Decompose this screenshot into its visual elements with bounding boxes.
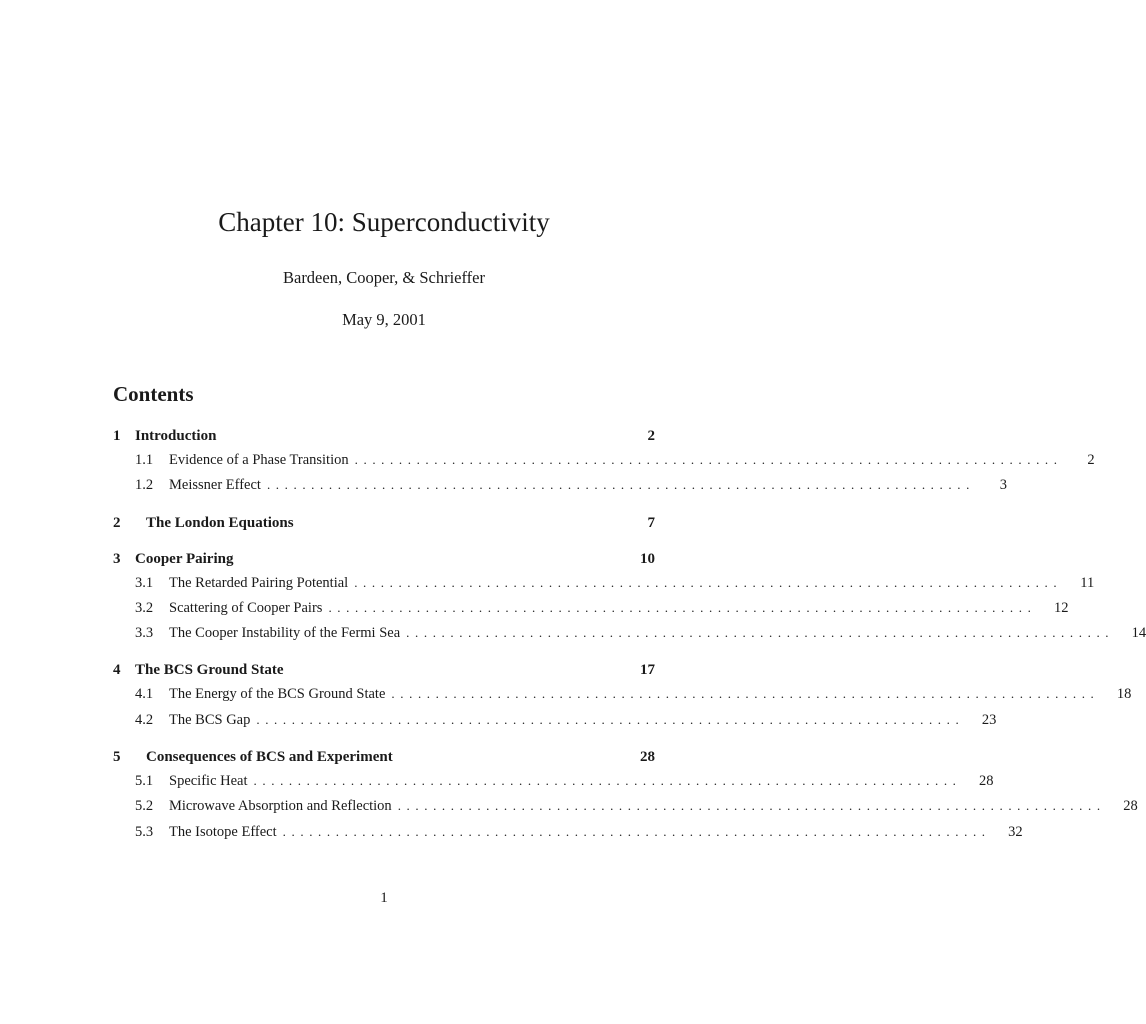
subsection-title: The Isotope Effect: [169, 823, 277, 840]
section-page: 10: [640, 550, 655, 567]
subsection-number: 4.1: [135, 686, 154, 703]
section-number: 1: [113, 428, 121, 444]
dot-leader: ................................................................................: [354, 452, 1063, 467]
section-number: 4: [113, 662, 121, 679]
section-number: 5: [113, 749, 121, 766]
toc-section: [113, 548, 1146, 646]
section-title: The London Equations: [146, 514, 294, 531]
toc-section: [113, 512, 655, 534]
dot-leader: ................................................................................: [282, 823, 991, 839]
section-number: 2: [113, 514, 121, 531]
subsection-title: The Retarded Pairing Potential: [169, 574, 349, 591]
subsection-page: 14: [1131, 625, 1146, 642]
subsection-number: 5.1: [135, 773, 154, 790]
toc-subsection-entry[interactable]: [113, 681, 1132, 706]
toc-subsection-entry[interactable]: [113, 707, 997, 732]
subsection-page: 2: [1087, 452, 1095, 468]
document-title: Chapter 10: Superconductivity: [218, 207, 550, 237]
toc-subsection-entry[interactable]: [113, 595, 1069, 620]
section-page: 7: [647, 514, 655, 531]
section-title: Consequences of BCS and Experiment: [146, 749, 393, 766]
table-of-contents: [113, 425, 1146, 858]
subsection-number: 4.2: [135, 711, 154, 728]
subsection-title: Specific Heat: [169, 773, 248, 790]
subsection-number: 3.2: [135, 599, 154, 616]
subsection-title: The Energy of the BCS Ground State: [169, 686, 386, 703]
dot-leader: ................................................................................: [253, 773, 962, 789]
subsection-number: 3.1: [135, 574, 154, 591]
toc-subsection-entry[interactable]: [113, 819, 1023, 844]
toc-section-entry[interactable]: [113, 746, 655, 768]
dot-leader: ................................................................................: [391, 686, 1100, 702]
subsection-title: The BCS Gap: [169, 711, 251, 728]
toc-section-entry[interactable]: [113, 512, 655, 534]
subsection-title: The Cooper Instability of the Fermi Sea: [169, 625, 401, 642]
subsection-page: 28: [1123, 798, 1138, 815]
dot-leader: ................................................................................: [397, 798, 1106, 814]
subsection-title: Evidence of a Phase Transition: [169, 452, 349, 468]
toc-subsection-entry[interactable]: [113, 447, 1095, 472]
section-number: 3: [113, 550, 121, 567]
subsection-page: 18: [1116, 686, 1132, 703]
toc-subsection-entry[interactable]: [113, 793, 1138, 818]
dot-leader: ................................................................................: [256, 711, 965, 727]
dot-leader: ................................................................................: [266, 477, 975, 493]
dot-leader: ................................................................................: [328, 599, 1037, 615]
section-title: Cooper Pairing: [135, 550, 234, 567]
toc-section-entry[interactable]: [113, 548, 655, 570]
section-page: 28: [640, 749, 655, 766]
subsection-page: 3: [999, 477, 1007, 494]
document-date: May 9, 2001: [342, 310, 426, 329]
document-authors: Bardeen, Cooper, & Schrieffer: [282, 268, 485, 287]
subsection-number: 5.2: [135, 798, 154, 815]
section-title: Introduction: [135, 428, 217, 444]
page-number: 1: [380, 890, 388, 906]
toc-subsection-entry[interactable]: [113, 472, 1007, 497]
subsection-page: 12: [1053, 599, 1069, 616]
toc-subsection-entry[interactable]: [113, 570, 1095, 595]
section-page: 17: [640, 662, 655, 679]
subsection-number: 3.3: [135, 625, 154, 642]
toc-section: [113, 425, 1095, 498]
subsection-page: 32: [1008, 823, 1023, 840]
subsection-number: 1.2: [135, 477, 154, 494]
subsection-page: 28: [979, 773, 994, 790]
subsection-title: Scattering of Cooper Pairs: [169, 599, 323, 616]
subsection-page: 23: [981, 711, 997, 728]
toc-section-entry[interactable]: [113, 425, 655, 447]
toc-section: [113, 659, 1132, 732]
section-page: 2: [647, 428, 655, 444]
section-title: The BCS Ground State: [135, 662, 284, 679]
dot-leader: ................................................................................: [406, 625, 1115, 641]
toc-subsection-entry[interactable]: [113, 768, 994, 793]
toc-section-entry[interactable]: [113, 659, 655, 681]
subsection-title: Meissner Effect: [169, 477, 261, 494]
toc-section: [113, 746, 1138, 844]
dot-leader: ................................................................................: [354, 574, 1063, 590]
subsection-title: Microwave Absorption and Reflection: [169, 798, 392, 815]
toc-subsection-entry[interactable]: [113, 620, 1146, 645]
subsection-page: 11: [1080, 574, 1095, 591]
subsection-number: 1.1: [135, 452, 154, 468]
contents-heading: Contents: [113, 382, 194, 406]
subsection-number: 5.3: [135, 823, 154, 840]
